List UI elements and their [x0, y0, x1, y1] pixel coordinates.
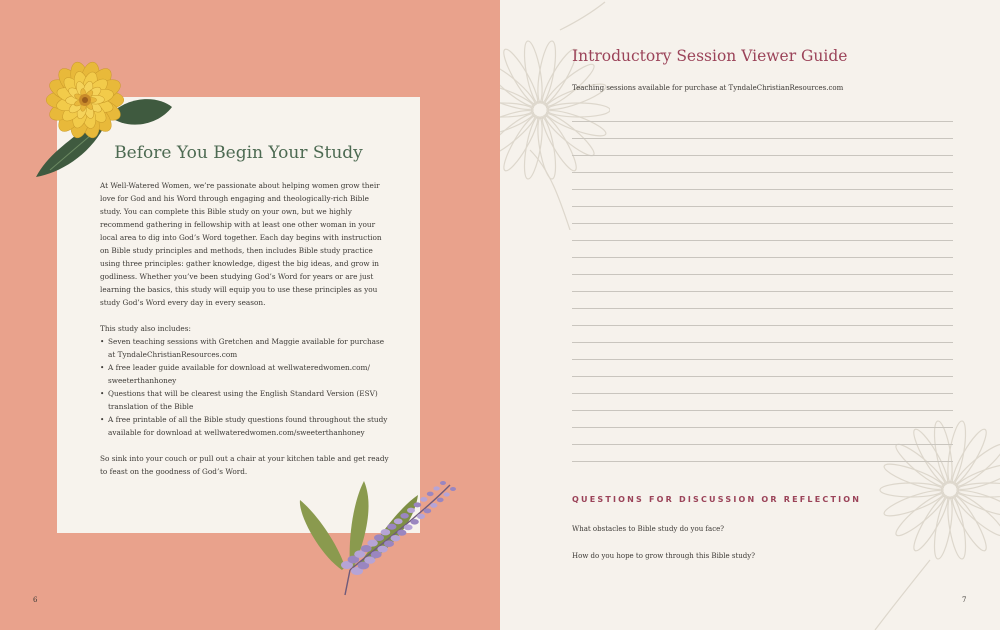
note-line: [572, 308, 953, 325]
page-number-left: 6: [33, 596, 38, 604]
list-item: • Questions that will be clearest using the English Standard Version (ESV) translation of the Bible: [100, 387, 390, 413]
note-line: [572, 325, 953, 342]
question-item: How do you hope to grow through this Bible study?: [572, 552, 755, 560]
note-line: [572, 359, 953, 376]
question-item: What obstacles to Bible study do you face?: [572, 525, 725, 533]
note-line: [572, 189, 953, 206]
note-line: [572, 138, 953, 155]
list-item: • A free printable of all the Bible study questions found throughout the study available for download at wellwateredwomen.com/sweeterthanhoney: [100, 413, 390, 439]
note-line: [572, 461, 953, 478]
note-lines: [572, 121, 953, 478]
includes-heading: This study also includes:: [100, 324, 191, 333]
note-line: [572, 223, 953, 240]
note-line: [572, 121, 953, 138]
list-item: • A free leader guide available for download at wellwateredwomen.com/ sweeterthanhoney: [100, 361, 390, 387]
note-line: [572, 444, 953, 461]
questions-heading: QUESTIONS FOR DISCUSSION OR REFLECTION: [572, 495, 862, 504]
yellow-dahlia-icon: [30, 55, 180, 180]
card-title: Before You Begin Your Study: [114, 143, 363, 163]
note-line: [572, 410, 953, 427]
note-line: [572, 172, 953, 189]
note-line: [572, 274, 953, 291]
note-line: [572, 257, 953, 274]
note-line: [572, 291, 953, 308]
session-subtitle: Teaching sessions available for purchase at TyndaleChristianResources.com: [572, 84, 844, 92]
intro-paragraph: At Well-Watered Women, we’re passionate about helping women grow their love for God and his Word through engaging and theologically-rich Bible study. You can complete this Bible study on your own, but we highly recommend gathering in fellowship with at least one other woman in your local area to dig into God’s Word together. Each day begins with instruction on Bible study principles and methods, then includes Bible study practice using three principles: gather knowledge, digest the big ideas, and grow in godliness. Whether you’ve been studying God’s Word for years or are just learning the basics, this study will equip you to use these principles as you study God’s Word every day in every season.: [100, 181, 382, 307]
note-line: [572, 393, 953, 410]
page-number-right: 7: [962, 596, 967, 604]
right-page: [500, 0, 1000, 630]
includes-list: [100, 335, 390, 439]
list-item: • Seven teaching sessions with Gretchen and Maggie available for purchase at TyndaleChristianResources.com: [100, 335, 390, 361]
note-line: [572, 376, 953, 393]
note-line: [572, 240, 953, 257]
note-line: [572, 427, 953, 444]
note-line: [572, 206, 953, 223]
note-line: [572, 155, 953, 172]
lavender-sprig-icon: [290, 475, 465, 605]
note-line: [572, 342, 953, 359]
card-body: [100, 179, 390, 478]
session-title: Introductory Session Viewer Guide: [572, 47, 848, 65]
closing-paragraph: So sink into your couch or pull out a chair at your kitchen table and get ready to feast on the goodness of God’s Word.: [100, 454, 389, 476]
